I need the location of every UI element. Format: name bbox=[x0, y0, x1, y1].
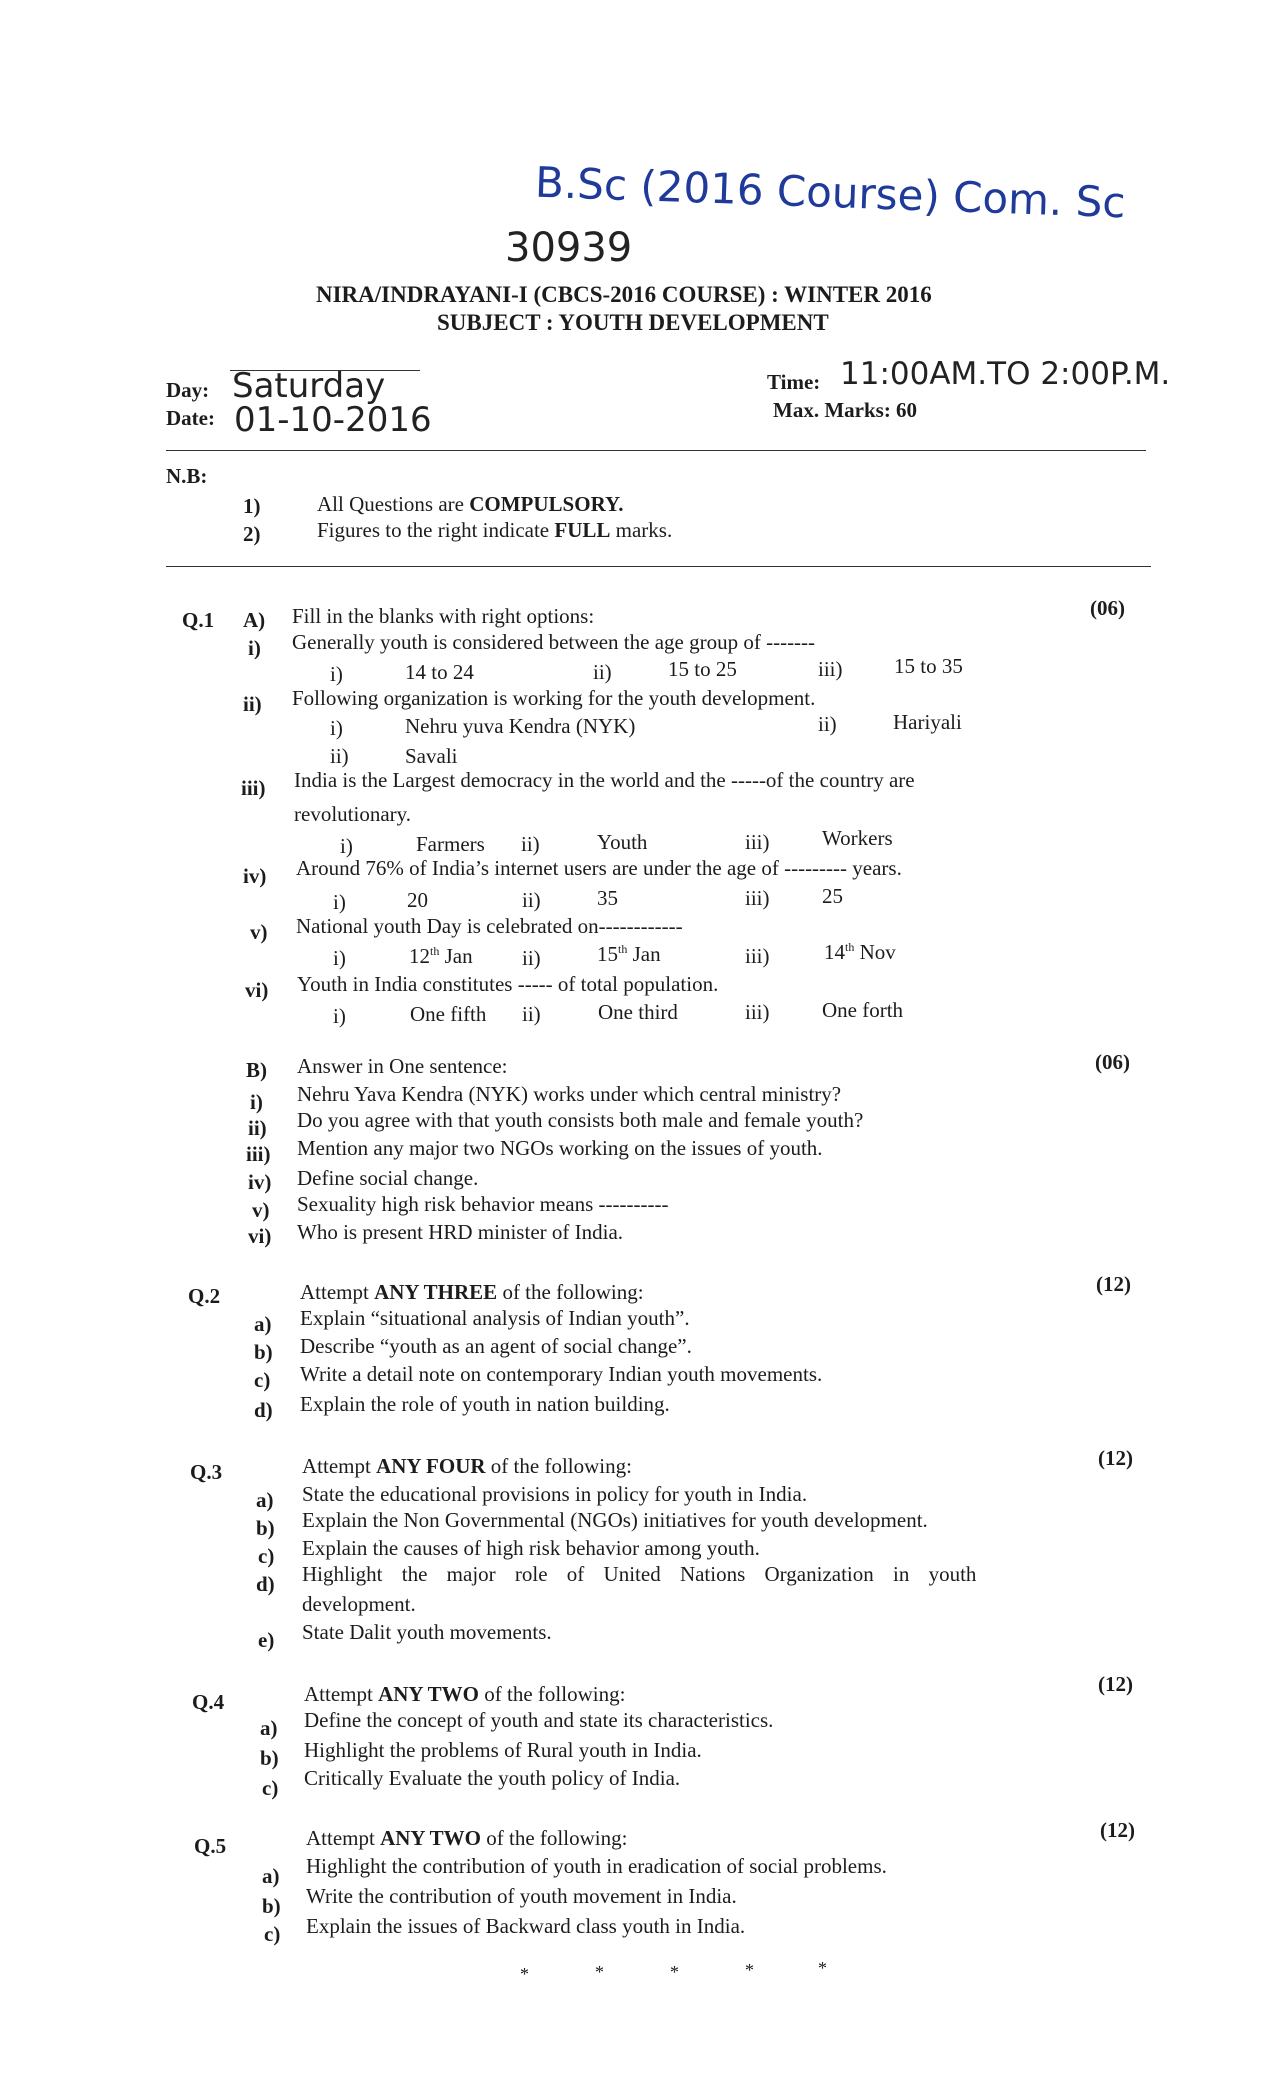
question-text: Describe “youth as an agent of social change”. bbox=[300, 1334, 692, 1358]
question-text: Do you agree with that youth consists both male and female youth? bbox=[297, 1108, 864, 1132]
footer-star: * bbox=[670, 1962, 679, 1982]
option-text: Hariyali bbox=[893, 710, 962, 734]
section-label: A) bbox=[243, 608, 266, 632]
question-text: Around 76% of India’s internet users are under the age of --------- years. bbox=[296, 856, 902, 880]
question-text: India is the Largest democracy in the world and the -----of the country are bbox=[294, 768, 915, 792]
option-num: ii) bbox=[522, 888, 541, 912]
section-title: Fill in the blanks with right options: bbox=[292, 604, 595, 628]
item-num: vi) bbox=[248, 1224, 272, 1248]
question-text: Explain the role of youth in nation building. bbox=[300, 1392, 670, 1416]
item-num: v) bbox=[250, 920, 268, 944]
option-text: Workers bbox=[822, 826, 893, 850]
question-text: State the educational provisions in policy for youth in India. bbox=[302, 1482, 808, 1506]
question-text: Critically Evaluate the youth policy of India. bbox=[304, 1766, 681, 1790]
question-label: Q.4 bbox=[192, 1690, 225, 1714]
question-text: Following organization is working for the youth development. bbox=[292, 686, 816, 710]
option-num: ii) bbox=[818, 712, 837, 736]
question-text: State Dalit youth movements. bbox=[302, 1620, 552, 1644]
option-text: 12th Jan bbox=[409, 944, 473, 968]
section-label: B) bbox=[246, 1058, 267, 1082]
question-text: Youth in India constitutes ----- of total population. bbox=[297, 972, 719, 996]
item-num: d) bbox=[256, 1572, 275, 1596]
item-num: d) bbox=[254, 1398, 273, 1422]
marks: (06) bbox=[1095, 1050, 1130, 1074]
item-num: c) bbox=[264, 1922, 281, 1946]
item-num: iii) bbox=[246, 1142, 271, 1166]
option-num: i) bbox=[330, 716, 343, 740]
question-label: Q.3 bbox=[190, 1460, 223, 1484]
question-text: Write a detail note on contemporary Indian youth movements. bbox=[300, 1362, 823, 1386]
max-marks: Max. Marks: 60 bbox=[773, 398, 918, 422]
option-num: i) bbox=[330, 662, 343, 686]
option-text: One forth bbox=[822, 998, 904, 1022]
question-text: National youth Day is celebrated on------------ bbox=[296, 914, 683, 938]
item-num: v) bbox=[252, 1198, 270, 1222]
option-num: iii) bbox=[745, 944, 770, 968]
option-text: Savali bbox=[405, 744, 458, 768]
item-num: b) bbox=[262, 1894, 281, 1918]
nb-num: 2) bbox=[243, 522, 261, 546]
date-label: Date: bbox=[166, 406, 215, 430]
item-num: iv) bbox=[243, 864, 267, 888]
option-num: iii) bbox=[745, 830, 770, 854]
item-num: c) bbox=[258, 1544, 275, 1568]
option-num: ii) bbox=[522, 1002, 541, 1026]
handwritten-code: 30939 bbox=[505, 225, 633, 271]
section-title: Answer in One sentence: bbox=[297, 1054, 508, 1078]
handwritten-date: 01-10-2016 bbox=[234, 400, 432, 440]
day-label: Day: bbox=[166, 378, 210, 402]
footer-star: * bbox=[745, 1960, 754, 1980]
option-num: iii) bbox=[818, 657, 843, 681]
option-text: One fifth bbox=[410, 1002, 487, 1026]
question-label: Q.1 bbox=[182, 608, 215, 632]
item-num: vi) bbox=[245, 978, 269, 1002]
question-text: Define the concept of youth and state its characteristics. bbox=[304, 1708, 774, 1732]
option-text: 14 to 24 bbox=[405, 660, 474, 684]
section-title: Attempt ANY THREE of the following: bbox=[300, 1280, 644, 1304]
subject-title: SUBJECT : YOUTH DEVELOPMENT bbox=[437, 310, 829, 335]
nb-instruction: Figures to the right indicate FULL marks. bbox=[317, 518, 673, 542]
time-label: Time: bbox=[767, 370, 821, 394]
handwritten-time: 11:00AM.TO 2:00P.M. bbox=[840, 356, 1171, 392]
item-num: iv) bbox=[248, 1170, 272, 1194]
footer-star: * bbox=[818, 1958, 827, 1978]
section-title: Attempt ANY FOUR of the following: bbox=[302, 1454, 632, 1478]
question-label: Q.5 bbox=[194, 1834, 227, 1858]
option-text: 20 bbox=[407, 888, 428, 912]
option-num: ii) bbox=[330, 744, 349, 768]
nb-num: 1) bbox=[243, 494, 261, 518]
item-num: ii) bbox=[243, 692, 262, 716]
item-num: iii) bbox=[241, 776, 266, 800]
question-text: Sexuality high risk behavior means ---------- bbox=[297, 1192, 669, 1216]
question-text: Highlight the major role of United Nations Organization in youth bbox=[302, 1562, 977, 1586]
item-num: i) bbox=[248, 636, 261, 660]
option-num: ii) bbox=[593, 660, 612, 684]
question-text: Write the contribution of youth movement in India. bbox=[306, 1884, 737, 1908]
question-text: Define social change. bbox=[297, 1166, 479, 1190]
handwritten-day: Saturday bbox=[232, 366, 386, 406]
question-label: Q.2 bbox=[188, 1284, 221, 1308]
option-text: 14th Nov bbox=[824, 940, 896, 964]
question-text: Explain the causes of high risk behavior among youth. bbox=[302, 1536, 760, 1560]
option-text: 15th Jan bbox=[597, 942, 661, 966]
option-num: ii) bbox=[521, 832, 540, 856]
option-text: Nehru yuva Kendra (NYK) bbox=[405, 714, 636, 738]
divider-bottom bbox=[166, 566, 1151, 567]
item-num: e) bbox=[258, 1628, 275, 1652]
section-title: Attempt ANY TWO of the following: bbox=[304, 1682, 626, 1706]
item-num: a) bbox=[254, 1312, 272, 1336]
nb-label: N.B: bbox=[166, 464, 208, 488]
item-num: i) bbox=[250, 1090, 263, 1114]
question-text-cont: development. bbox=[302, 1592, 416, 1616]
option-text: 15 to 25 bbox=[668, 657, 737, 681]
divider-top bbox=[166, 450, 1146, 451]
question-text: Explain the issues of Backward class youth in India. bbox=[306, 1914, 746, 1938]
option-num: i) bbox=[333, 946, 346, 970]
question-text: Highlight the problems of Rural youth in India. bbox=[304, 1738, 702, 1762]
option-text: 25 bbox=[822, 884, 843, 908]
option-num: i) bbox=[333, 1004, 346, 1028]
item-num: a) bbox=[260, 1716, 278, 1740]
marks: (12) bbox=[1098, 1446, 1133, 1470]
marks: (12) bbox=[1098, 1672, 1133, 1696]
question-text: Generally youth is considered between the age group of ------- bbox=[292, 630, 816, 654]
option-text: Youth bbox=[597, 830, 648, 854]
footer-star: * bbox=[520, 1964, 529, 1984]
question-text: Highlight the contribution of youth in eradication of social problems. bbox=[306, 1854, 887, 1878]
handwritten-course: B.Sc (2016 Course) Com. Sc bbox=[534, 157, 1127, 228]
question-text-cont: revolutionary. bbox=[294, 802, 412, 826]
option-text: 15 to 35 bbox=[894, 654, 963, 678]
item-num: c) bbox=[254, 1368, 271, 1392]
question-text: Explain “situational analysis of Indian youth”. bbox=[300, 1306, 690, 1330]
item-num: a) bbox=[262, 1864, 280, 1888]
item-num: a) bbox=[256, 1488, 274, 1512]
exam-title: NIRA/INDRAYANI-I (CBCS-2016 COURSE) : WINTER 2016 bbox=[316, 282, 932, 307]
question-text: Mention any major two NGOs working on the issues of youth. bbox=[297, 1136, 823, 1160]
option-num: i) bbox=[340, 834, 353, 858]
marks: (06) bbox=[1090, 596, 1125, 620]
item-num: c) bbox=[262, 1776, 279, 1800]
question-text: Explain the Non Governmental (NGOs) initiatives for youth development. bbox=[302, 1508, 928, 1532]
footer-star: * bbox=[595, 1962, 604, 1982]
option-text: Farmers bbox=[416, 832, 485, 856]
item-num: b) bbox=[260, 1746, 279, 1770]
marks: (12) bbox=[1100, 1818, 1135, 1842]
option-num: i) bbox=[333, 890, 346, 914]
option-text: 35 bbox=[597, 886, 618, 910]
question-text: Who is present HRD minister of India. bbox=[297, 1220, 624, 1244]
option-num: iii) bbox=[745, 886, 770, 910]
item-num: b) bbox=[254, 1340, 273, 1364]
nb-instruction: All Questions are COMPULSORY. bbox=[317, 492, 624, 516]
section-title: Attempt ANY TWO of the following: bbox=[306, 1826, 628, 1850]
item-num: b) bbox=[256, 1516, 275, 1540]
question-text: Nehru Yava Kendra (NYK) works under which central ministry? bbox=[297, 1082, 842, 1106]
option-num: iii) bbox=[745, 1000, 770, 1024]
item-num: ii) bbox=[248, 1116, 267, 1140]
option-num: ii) bbox=[522, 946, 541, 970]
option-text: One third bbox=[598, 1000, 678, 1024]
marks: (12) bbox=[1096, 1272, 1131, 1296]
